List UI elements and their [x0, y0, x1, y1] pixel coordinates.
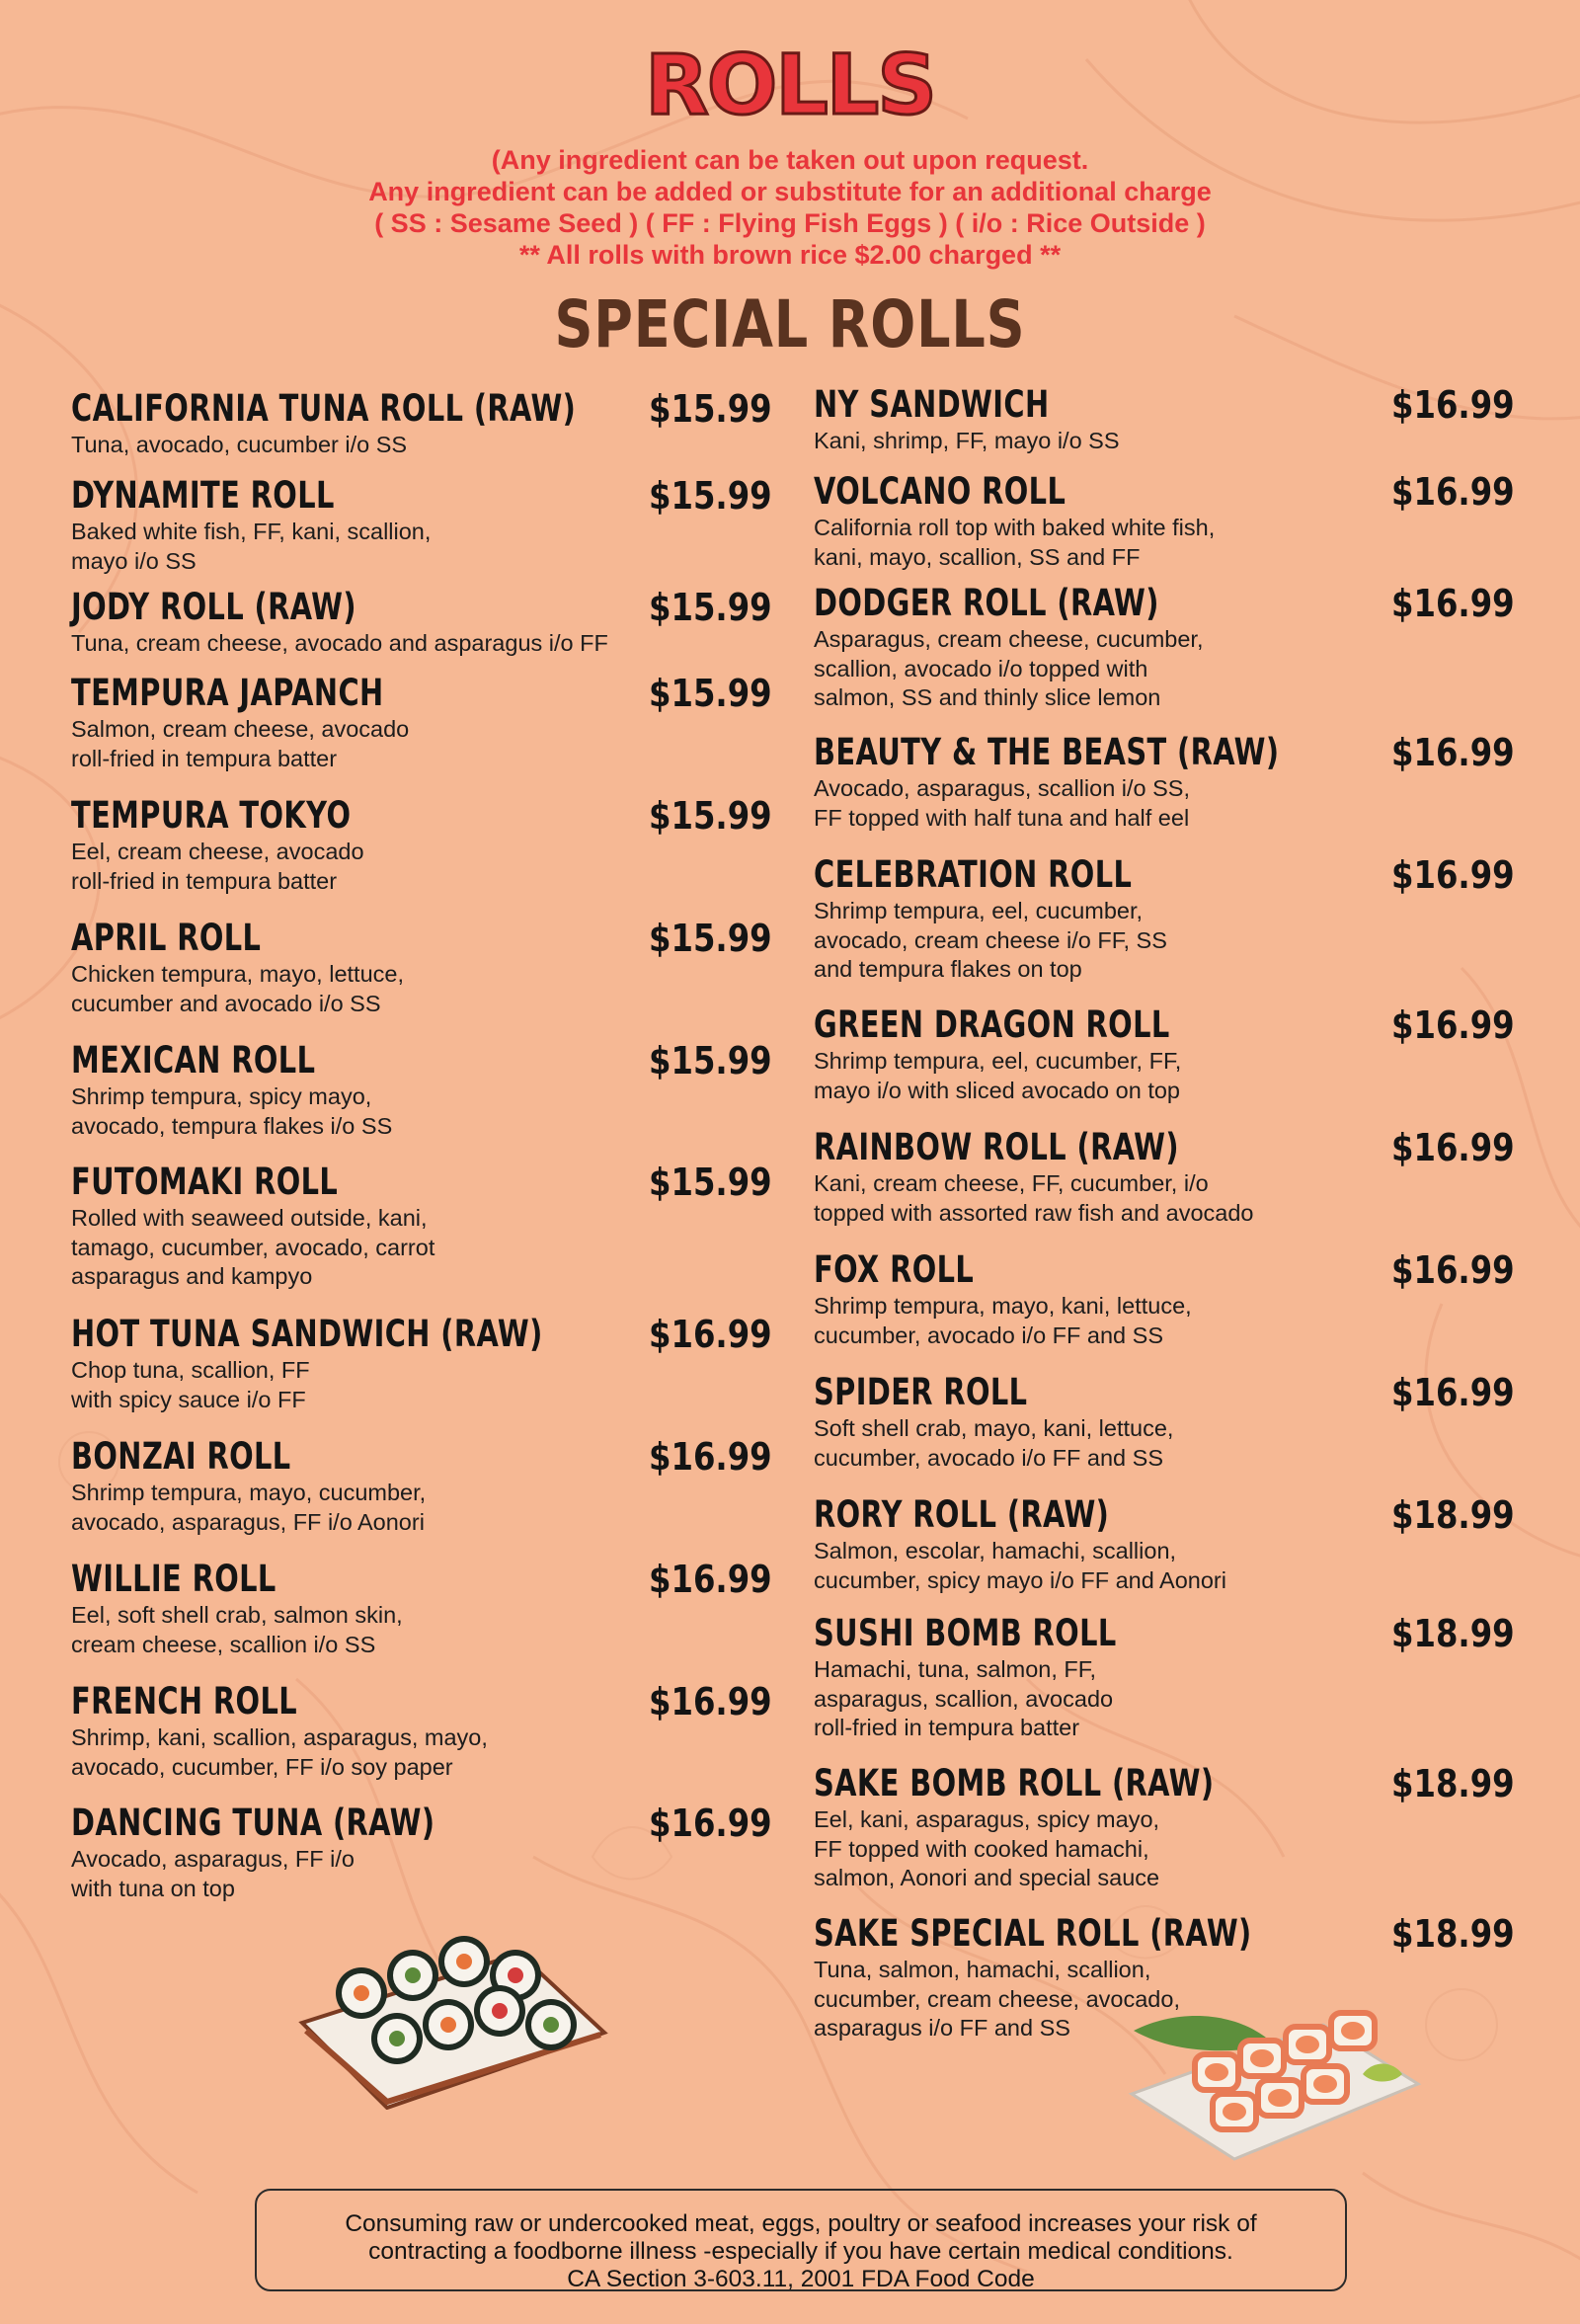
description-line: California roll top with baked white fish,	[814, 515, 1216, 540]
description-line: Hamachi, tuna, salmon, FF,	[814, 1656, 1097, 1682]
description-line: Shrimp tempura, mayo, kani, lettuce,	[814, 1293, 1192, 1319]
item-name: SUSHI BOMB ROLL	[814, 1612, 1117, 1654]
description-line: asparagus, scallion, avocado	[814, 1685, 1114, 1712]
description-line: Shrimp tempura, mayo, cucumber,	[71, 1480, 427, 1505]
description-line: salmon, Aonori and special sauce	[814, 1865, 1160, 1890]
description-line: kani, mayo, scallion, SS and FF	[814, 543, 1141, 570]
item-name: FRENCH ROLL	[71, 1680, 298, 1723]
description-line: roll-fried in tempura batter	[814, 1715, 1080, 1740]
description-line: avocado, tempura flakes i/o SS	[71, 1112, 393, 1139]
item-name: CALIFORNIA TUNA ROLL (RAW)	[71, 387, 577, 430]
description-line: with tuna on top	[71, 1875, 235, 1901]
item-price: $16.99	[1391, 582, 1515, 625]
description-line: avocado, cucumber, FF i/o soy paper	[71, 1753, 453, 1780]
item-price: $16.99	[649, 1680, 772, 1723]
item-name: RORY ROLL (RAW)	[814, 1493, 1110, 1536]
description-line: cucumber, avocado i/o FF and SS	[814, 1444, 1163, 1471]
item-name: DYNAMITE ROLL	[71, 474, 335, 517]
item-name: NY SANDWICH	[814, 383, 1050, 426]
description-line: mayo i/o SS	[71, 547, 197, 574]
item-price: $16.99	[1391, 1126, 1515, 1169]
item-name: WILLIE ROLL	[71, 1558, 276, 1600]
item-name: JODY ROLL (RAW)	[71, 586, 356, 628]
item-name: BONZAI ROLL	[71, 1435, 291, 1478]
description-line: Eel, cream cheese, avocado	[71, 839, 364, 864]
item-description	[71, 518, 772, 576]
item-name: SAKE BOMB ROLL (RAW)	[814, 1762, 1215, 1804]
item-description	[814, 427, 1515, 456]
note-line: ( SS : Sesame Seed ) ( FF : Flying Fish Eggs ) ( i/o : Rice Outside )	[374, 208, 1206, 238]
item-price: $15.99	[649, 672, 772, 715]
item-name: FUTOMAKI ROLL	[71, 1161, 339, 1203]
salmon-sushi-platter-image	[1126, 1965, 1422, 2163]
description-line: Tuna, salmon, hamachi, scallion,	[814, 1957, 1151, 1982]
description-line: Shrimp, kani, scallion, asparagus, mayo,	[71, 1724, 488, 1750]
description-line: Asparagus, cream cheese, cucumber,	[814, 626, 1204, 652]
item-description	[71, 1601, 772, 1659]
item-name: FOX ROLL	[814, 1248, 975, 1291]
item-price: $16.99	[1391, 1003, 1515, 1047]
item-price: $16.99	[1391, 470, 1515, 514]
description-line: Chicken tempura, mayo, lettuce,	[71, 961, 404, 987]
item-description	[814, 1047, 1515, 1105]
section-title: SPECIAL ROLLS	[554, 286, 1026, 362]
item-description	[71, 1845, 772, 1903]
item-description	[71, 1479, 772, 1537]
description-line: avocado, cream cheese i/o FF, SS	[814, 926, 1167, 953]
item-description	[814, 1805, 1515, 1893]
description-line: Shrimp tempura, eel, cucumber, FF,	[814, 1048, 1182, 1074]
description-line: with spicy sauce i/o FF	[71, 1386, 306, 1412]
item-price: $16.99	[1391, 731, 1515, 774]
item-description	[71, 629, 772, 659]
item-description	[814, 1537, 1515, 1595]
description-line: Tuna, cream cheese, avocado and asparagus i/o FF	[71, 630, 608, 656]
disclaimer-line: CA Section 3-603.11, 2001 FDA Food Code	[567, 2266, 1035, 2292]
description-line: Avocado, asparagus, FF i/o	[71, 1846, 355, 1872]
item-price: $16.99	[649, 1435, 772, 1479]
item-name: TEMPURA TOKYO	[71, 794, 352, 837]
item-description	[71, 715, 772, 773]
item-price: $16.99	[649, 1802, 772, 1845]
item-name: CELEBRATION ROLL	[814, 853, 1133, 896]
item-price: $15.99	[649, 1039, 772, 1082]
item-price: $16.99	[649, 1558, 772, 1601]
item-description	[814, 1169, 1515, 1228]
item-description	[71, 1356, 772, 1414]
description-line: cucumber, avocado i/o FF and SS	[814, 1322, 1163, 1348]
description-line: cucumber, cream cheese, avocado,	[814, 1985, 1180, 2012]
item-description	[71, 1723, 772, 1782]
item-name: BEAUTY & THE BEAST (RAW)	[814, 731, 1280, 773]
item-description	[814, 774, 1515, 833]
description-line: Soft shell crab, mayo, kani, lettuce,	[814, 1415, 1174, 1441]
item-price: $18.99	[1391, 1912, 1515, 1956]
description-line: FF topped with cooked hamachi,	[814, 1835, 1149, 1862]
description-line: roll-fried in tempura batter	[71, 745, 338, 771]
item-price: $16.99	[1391, 1248, 1515, 1292]
item-name: SAKE SPECIAL ROLL (RAW)	[814, 1912, 1252, 1955]
description-line: Avocado, asparagus, scallion i/o SS,	[814, 775, 1191, 801]
disclaimer-line: contracting a foodborne illness -especially if you have certain medical conditions.	[368, 2238, 1233, 2265]
item-name: APRIL ROLL	[71, 917, 262, 959]
description-line: Salmon, escolar, hamachi, scallion,	[814, 1538, 1177, 1563]
item-price: $18.99	[1391, 1762, 1515, 1805]
item-price: $16.99	[649, 1313, 772, 1356]
item-description	[814, 897, 1515, 985]
item-name: MEXICAN ROLL	[71, 1039, 316, 1082]
note-line: ** All rolls with brown rice $2.00 charged **	[518, 240, 1062, 270]
item-name: VOLCANO ROLL	[814, 470, 1066, 513]
description-line: Chop tuna, scallion, FF	[71, 1357, 310, 1383]
note-line: Any ingredient can be added or substitute for an additional charge	[368, 177, 1212, 206]
item-price: $15.99	[649, 586, 772, 629]
item-price: $16.99	[1391, 853, 1515, 897]
item-name: DODGER ROLL (RAW)	[814, 582, 1159, 624]
description-line: scallion, avocado i/o topped with	[814, 655, 1148, 681]
food-safety-disclaimer	[255, 2189, 1347, 2291]
item-price: $18.99	[1391, 1612, 1515, 1655]
description-line: Tuna, avocado, cucumber i/o SS	[71, 432, 408, 457]
item-name: RAINBOW ROLL (RAW)	[814, 1126, 1179, 1168]
description-line: cream cheese, scallion i/o SS	[71, 1631, 376, 1657]
item-description	[71, 838, 772, 896]
description-line: roll-fried in tempura batter	[71, 867, 338, 894]
description-line: cucumber, spicy mayo i/o FF and Aonori	[814, 1566, 1226, 1593]
description-line: asparagus i/o FF and SS	[814, 2015, 1070, 2041]
description-line: and tempura flakes on top	[814, 956, 1082, 982]
item-name: SPIDER ROLL	[814, 1371, 1028, 1413]
note-line: (Any ingredient can be taken out upon request.	[491, 145, 1089, 175]
description-line: Eel, soft shell crab, salmon skin,	[71, 1602, 403, 1628]
item-description	[71, 431, 772, 460]
description-line: FF topped with half tuna and half eel	[814, 804, 1190, 831]
description-line: avocado, asparagus, FF i/o Aonori	[71, 1508, 425, 1535]
disclaimer-line: Consuming raw or undercooked meat, eggs, poultry or seafood increases your risk of	[345, 2210, 1257, 2237]
description-line: Eel, kani, asparagus, spicy mayo,	[814, 1806, 1160, 1832]
item-name: TEMPURA JAPANCH	[71, 672, 384, 714]
item-description	[814, 514, 1515, 572]
item-price: $16.99	[1391, 1371, 1515, 1414]
item-name: HOT TUNA SANDWICH (RAW)	[71, 1313, 543, 1355]
description-line: Kani, cream cheese, FF, cucumber, i/o	[814, 1170, 1209, 1196]
item-price: $16.99	[1391, 383, 1515, 427]
description-line: topped with assorted raw fish and avocado	[814, 1199, 1254, 1226]
description-line: Salmon, cream cheese, avocado	[71, 716, 410, 742]
item-description	[71, 1204, 772, 1292]
item-price: $15.99	[649, 474, 772, 518]
futomaki-platter-image	[292, 1924, 608, 2110]
item-price: $15.99	[649, 794, 772, 838]
description-line: tamago, cucumber, avocado, carrot	[71, 1234, 435, 1260]
description-line: cucumber and avocado i/o SS	[71, 990, 381, 1016]
item-description	[71, 960, 772, 1018]
item-description	[814, 1655, 1515, 1743]
item-name: GREEN DRAGON ROLL	[814, 1003, 1170, 1046]
item-description	[814, 625, 1515, 713]
item-price: $15.99	[649, 917, 772, 960]
description-line: Shrimp tempura, eel, cucumber,	[814, 898, 1144, 923]
description-line: Rolled with seaweed outside, kani,	[71, 1205, 428, 1231]
description-line: Baked white fish, FF, kani, scallion,	[71, 519, 432, 544]
item-description	[814, 1292, 1515, 1350]
description-line: salmon, SS and thinly slice lemon	[814, 684, 1161, 710]
item-price: $18.99	[1391, 1493, 1515, 1537]
item-price: $15.99	[649, 387, 772, 431]
item-name: DANCING TUNA (RAW)	[71, 1802, 435, 1844]
description-line: asparagus and kampyo	[71, 1263, 313, 1289]
description-line: Kani, shrimp, FF, mayo i/o SS	[814, 428, 1120, 453]
item-price: $15.99	[649, 1161, 772, 1204]
description-line: mayo i/o with sliced avocado on top	[814, 1077, 1180, 1103]
item-description	[814, 1414, 1515, 1473]
menu-notes	[0, 144, 1580, 271]
item-description	[71, 1082, 772, 1141]
page-title: ROLLS	[645, 37, 935, 133]
description-line: Shrimp tempura, spicy mayo,	[71, 1083, 372, 1109]
